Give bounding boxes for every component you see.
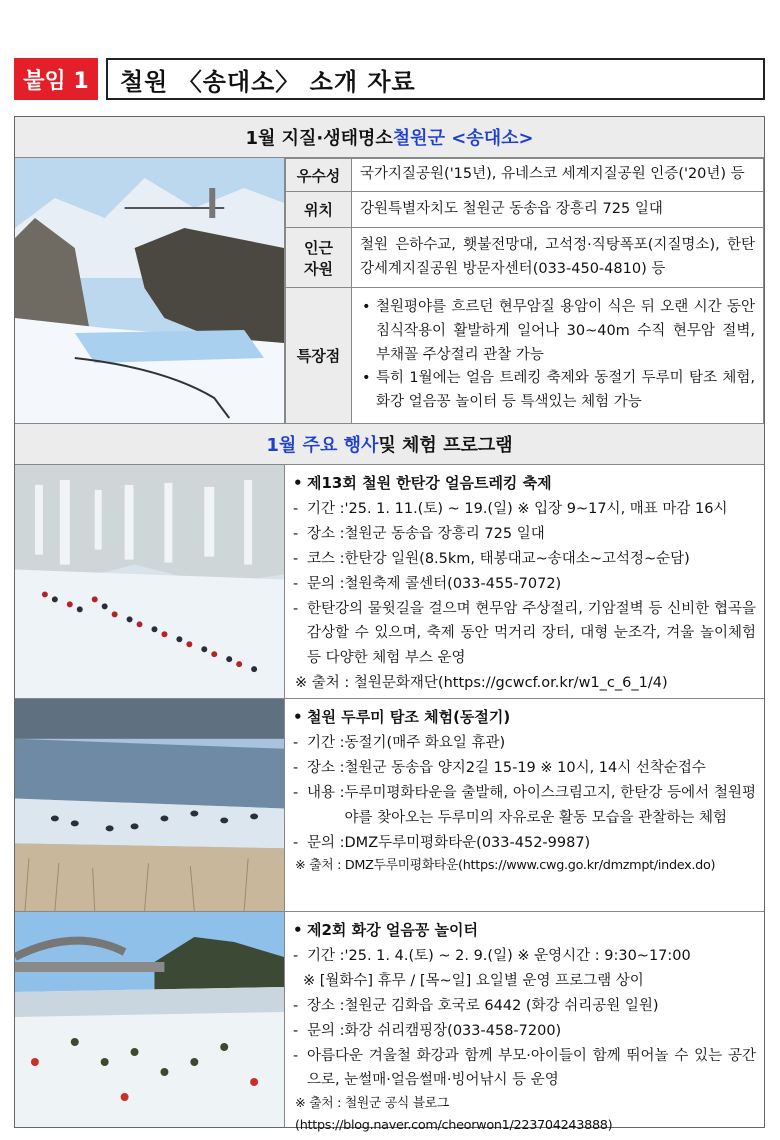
crane-watching-details bbox=[285, 699, 764, 911]
ice-playground-photo bbox=[15, 912, 285, 1127]
event-line: - 기간 : '25. 1. 4.(토) ~ 2. 9.(일) ※ 운영시간 : 9:30~17:00 bbox=[293, 947, 691, 964]
event-line: - 기간 : '25. 1. 11.(토) ~ 19.(일) ※ 입장 9~17시, 매표 마감 16시 bbox=[293, 500, 728, 517]
event-line: - 문의 : DMZ두루미평화타운(033-452-9987) bbox=[293, 834, 591, 851]
section2-title-rest: 및 체험 프로그램 bbox=[378, 435, 513, 456]
event-line: - 장소 : 철원군 김화읍 호국로 6442 (화강 쉬리공원 일원) bbox=[293, 997, 659, 1014]
event-line: - 내용 : 두루미평화타운을 출발해, 아이스크림고지, 한탄강 등에서 철원평야를 찾아오는 두루미의 자유로운 활동 모습을 관찰하는 체험 bbox=[293, 784, 756, 826]
location-label: 위치 bbox=[286, 192, 352, 228]
location-value: 강원특별자치도 철원군 동송읍 장흥리 725 일대 bbox=[352, 192, 764, 228]
content-table bbox=[14, 116, 765, 1134]
ice-trekking-photo bbox=[15, 465, 285, 698]
event-line: - 아름다운 겨울철 화강과 함께 부모·아이들이 함께 뛰어놀 수 있는 공간으로, 눈썰매·얼음썰매·빙어낚시 등 운영 bbox=[293, 1047, 756, 1089]
nearby-value: 철원 은하수교, 횃불전망대, 고석정·직탕폭포(지질명소), 한탄강세계지질공원 방문자센터(033-450-4810) 등 bbox=[352, 228, 764, 288]
event-source: ※ 출처 : 철원군 공식 블로그(https://blog.naver.com/cheorwon1/223704243888) bbox=[295, 1096, 613, 1134]
feature-bullet: • 철원평야를 흐르던 현무암질 용암이 식은 뒤 오랜 시간 동안 침식작용이 활발하게 일어나 30~40m 수직 현무암 절벽, 부채꼴 주상절리 관찰 가능 bbox=[360, 296, 755, 368]
event-line: - 장소 : 철원군 동송읍 양지2길 15-19 ※ 10시, 14시 선착순접수 bbox=[293, 759, 706, 776]
excellence-value: 국가지질공원('15년), 유네스코 세계지질공원 인증('20년) 등 bbox=[352, 159, 764, 192]
features-value bbox=[352, 288, 764, 424]
attachment-badge: 붙임 1 bbox=[14, 58, 98, 100]
section1-title-highlight: 철원군 <송대소> bbox=[392, 128, 534, 149]
document-title: 철원 〈송대소〉 소개 자료 bbox=[106, 58, 765, 100]
section2-heading bbox=[15, 423, 764, 465]
event-line: - 문의 : 화강 쉬리캠핑장(033-458-7200) bbox=[293, 1022, 562, 1039]
event-ice-trekking bbox=[15, 465, 764, 699]
nearby-label-line1: 인근 bbox=[304, 238, 333, 257]
event-source: ※ 출처 : DMZ두루미평화타운(https://www.cwg.go.kr/dmzmpt/index.do) bbox=[295, 858, 716, 874]
crane-watching-photo bbox=[15, 699, 285, 911]
event-line: - 코스 : 한탄강 일원(8.5km, 태봉대교~송대소~고석정~순담) bbox=[293, 550, 690, 567]
event-source: ※ 출처 : 철원문화재단(https://gcwcf.or.kr/w1_c_6_1/4) bbox=[295, 675, 668, 692]
nearby-label bbox=[286, 228, 352, 288]
section1-title-prefix: 1월 지질·생태명소 bbox=[245, 128, 393, 149]
document-header bbox=[14, 58, 765, 100]
excellence-label: 우수성 bbox=[286, 159, 352, 192]
ice-playground-details bbox=[285, 912, 764, 1134]
songdaeso-photo bbox=[15, 158, 285, 423]
songdaeso-info-table bbox=[285, 158, 764, 424]
event-line: - 문의 : 철원축제 콜센터(033-455-7072) bbox=[293, 575, 562, 592]
event-ice-playground bbox=[15, 912, 764, 1134]
event-note: ※ [월화수] 휴무 / [목~일] 요일별 운영 프로그램 상이 bbox=[303, 972, 644, 989]
event-line: - 기간 : 동절기(매주 화요일 휴관) bbox=[293, 734, 506, 751]
event-line: - 한탄강의 물윗길을 걸으며 현무암 주상절리, 기암절벽 등 신비한 협곡을 감상할 수 있으며, 축제 동안 먹거리 장터, 대형 눈조각, 겨울 놀이체험 등 다양한 체험 부스 운영 bbox=[293, 600, 756, 667]
section2-title-highlight: 1월 주요 행사 bbox=[266, 435, 379, 456]
event-title: • 제2회 화강 얼음꽁 놀이터 bbox=[293, 918, 756, 944]
section1-heading bbox=[15, 117, 764, 158]
event-title: • 제13회 철원 한탄강 얼음트레킹 축제 bbox=[293, 471, 756, 497]
event-title: • 철원 두루미 탐조 체험(동절기) bbox=[293, 705, 756, 731]
event-line: - 장소 : 철원군 동송읍 장흥리 725 일대 bbox=[293, 525, 545, 542]
ice-trekking-details bbox=[285, 465, 764, 698]
feature-bullet: • 특히 1월에는 얼음 트레킹 축제와 동절기 두루미 탐조 체험, 화강 얼음꽁 놀이터 등 특색있는 체험 가능 bbox=[360, 367, 755, 415]
nearby-label-line2: 자원 bbox=[304, 259, 333, 278]
features-label: 특장점 bbox=[286, 288, 352, 424]
event-crane-watching bbox=[15, 699, 764, 912]
